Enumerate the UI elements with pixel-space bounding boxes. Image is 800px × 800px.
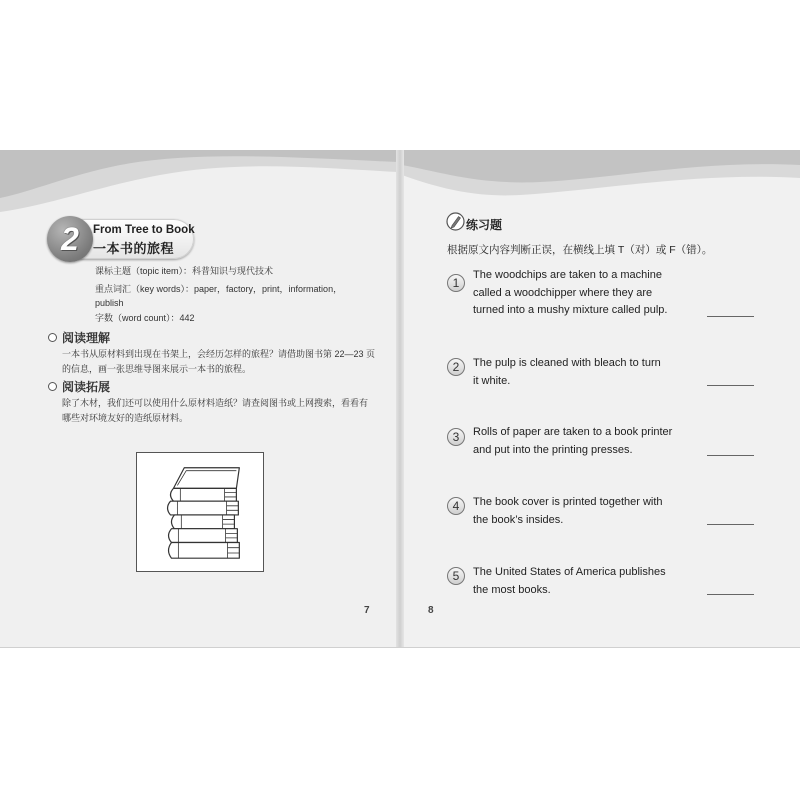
question-line: the most books.: [473, 583, 551, 596]
question-line: The book cover is printed together with: [473, 496, 663, 508]
question-text-2: [473, 355, 661, 390]
pencil-icon: [446, 212, 465, 231]
question-text-3: [473, 424, 672, 459]
question-line: Rolls of paper are taken to a book printer: [473, 426, 673, 438]
section-bullet-icon: [48, 382, 57, 391]
lesson-title-en: From Tree to Book: [93, 224, 195, 236]
answer-blank-5: [707, 594, 754, 595]
answer-blank-3: [707, 455, 754, 456]
exercise-instruction: 根据原文内容判断正误，在横线上填 T（对）或 F（错）。: [447, 244, 713, 256]
book-stack-illustration: [136, 452, 264, 572]
exercise-title: 练习题: [466, 218, 503, 232]
question-line: the book’s insides.: [473, 513, 564, 526]
section-text-line: 哪些对环境友好的造纸原材料。: [62, 413, 189, 423]
question-line: it white.: [473, 374, 511, 387]
book: [171, 515, 234, 529]
book: [169, 542, 240, 558]
answer-blank-4: [707, 524, 754, 525]
book: [171, 488, 237, 501]
answer-blank-1: [707, 316, 754, 317]
question-number-3: 3: [447, 428, 465, 446]
section-text-line: 一本书从原材料到出现在书架上，会经历怎样的旅程？请借助图书第 22—23 页: [62, 349, 376, 359]
section-heading-reading-extension: 阅读拓展: [62, 380, 111, 394]
section-bullet-icon: [48, 333, 57, 342]
gutter: [396, 150, 404, 648]
question-line: turned into a mushy mixture called pulp.: [473, 304, 668, 316]
page-number-right: 8: [428, 605, 434, 616]
question-line: and put into the printing presses.: [473, 443, 633, 456]
lesson-number-badge: 2: [47, 216, 93, 262]
meta-keywords-line1: 重点词汇（key words）：paper，factory，print，information，: [95, 284, 343, 294]
question-text-1: [473, 267, 667, 320]
section-heading-reading-comprehension: 阅读理解: [62, 331, 111, 345]
meta-word-count: 字数（word count）：442: [95, 313, 195, 323]
book-top-cover: [173, 468, 239, 489]
question-number-4: 4: [447, 497, 465, 515]
meta-topic: 课标主题（topic item）：科普知识与现代技术: [95, 266, 274, 276]
question-line: called a woodchipper where they are: [473, 286, 653, 299]
question-number-5: 5: [447, 567, 465, 585]
answer-blank-2: [707, 385, 754, 386]
book: [169, 529, 238, 543]
lesson-title-zh: 一本书的旅程: [93, 241, 175, 256]
section-text-line: 除了木材，我们还可以使用什么原材料造纸？请查阅图书或上网搜索，看看有: [62, 398, 369, 408]
book-stack-drawing: [137, 453, 263, 571]
question-line: The woodchips are taken to a machine: [473, 269, 662, 281]
book: [168, 501, 239, 515]
page-number-left: 7: [364, 605, 370, 616]
question-text-4: [473, 494, 663, 529]
question-line: The pulp is cleaned with bleach to turn: [473, 357, 661, 369]
question-text-5: [473, 564, 666, 599]
question-number-1: 1: [447, 274, 465, 292]
meta-keywords-line2: publish: [95, 298, 124, 308]
section-text-line: 的信息，画一张思维导图来展示一本书的旅程。: [62, 364, 252, 374]
question-number-2: 2: [447, 358, 465, 376]
question-line: The United States of America publishes: [473, 566, 666, 578]
